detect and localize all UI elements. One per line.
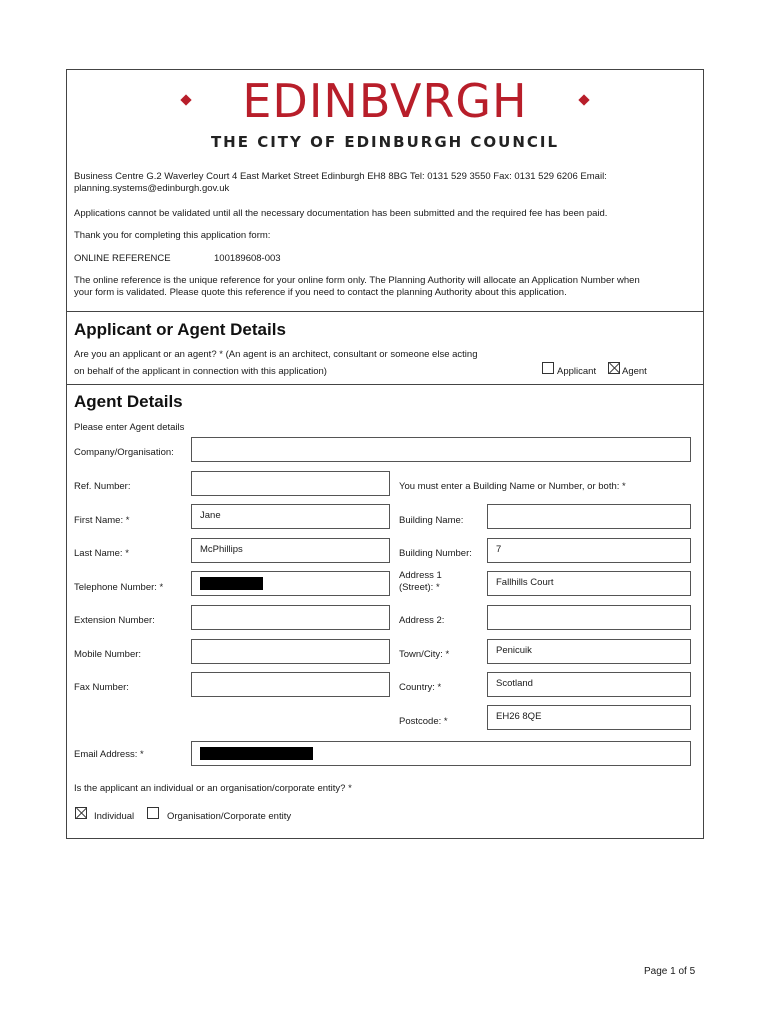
reference-note-line-1: The online reference is the unique reference for your online form only. The Planning Authority will allocate an Application Number when (74, 275, 640, 286)
individual-option-label: Individual (94, 811, 135, 822)
organisation-checkbox[interactable] (147, 807, 159, 819)
agent-section-title: Agent Details (74, 392, 183, 411)
agent-checkbox[interactable] (608, 362, 620, 374)
online-reference-label: ONLINE REFERENCE (74, 253, 171, 264)
last-name-input[interactable]: McPhillips (191, 538, 390, 563)
council-logo: EDINBVRGH (242, 74, 528, 128)
mobile-label: Mobile Number: (74, 649, 142, 660)
address-1-label-line-1: Address 1 (399, 570, 442, 581)
address-1-input[interactable]: Fallhills Court (487, 571, 691, 596)
thanks-text: Thank you for completing this application form: (74, 230, 271, 241)
ref-number-label: Ref. Number: (74, 481, 131, 492)
section-divider (66, 384, 704, 385)
address-2-input[interactable] (487, 605, 691, 630)
building-name-label: Building Name: (399, 515, 464, 526)
council-name: THE CITY OF EDINBURGH COUNCIL (210, 133, 560, 151)
applicant-question-line-2: on behalf of the applicant in connection with this application) (74, 366, 327, 377)
validation-note: Applications cannot be validated until all the necessary documentation has been submitted and the required fee has been paid. (74, 208, 608, 219)
town-label: Town/City: * (399, 649, 450, 660)
applicant-checkbox[interactable] (542, 362, 554, 374)
agent-option-label: Agent (622, 366, 647, 377)
first-name-label: First Name: * (74, 515, 130, 526)
ref-number-input[interactable] (191, 471, 390, 496)
company-label: Company/Organisation: (74, 447, 174, 458)
building-number-input[interactable]: 7 (487, 538, 691, 563)
extension-input[interactable] (191, 605, 390, 630)
mobile-input[interactable] (191, 639, 390, 664)
entity-question: Is the applicant an individual or an organisation/corporate entity? * (74, 783, 352, 794)
individual-checkbox[interactable] (75, 807, 87, 819)
address-line-1: Business Centre G.2 Waverley Court 4 East Market Street Edinburgh EH8 8BG Tel: 0131 529 3550 Fax: 0131 529 6206 Email: (74, 171, 607, 182)
address-1-label-line-2: (Street): * (399, 582, 440, 593)
country-label: Country: * (399, 682, 442, 693)
postcode-input[interactable]: EH26 8QE (487, 705, 691, 730)
postcode-label: Postcode: * (399, 716, 448, 727)
email-label: Email Address: * (74, 749, 144, 760)
organisation-option-label: Organisation/Corporate entity (167, 811, 292, 822)
town-input[interactable]: Penicuik (487, 639, 691, 664)
country-input[interactable]: Scotland (487, 672, 691, 697)
address-line-2: planning.systems@edinburgh.gov.uk (74, 183, 230, 194)
applicant-question-line-1: Are you an applicant or an agent? * (An agent is an architect, consultant or someone else acting (74, 349, 478, 360)
first-name-input[interactable]: Jane (191, 504, 390, 529)
building-number-label: Building Number: (399, 548, 472, 559)
section-divider (66, 311, 704, 312)
company-input[interactable] (191, 437, 691, 462)
online-reference-value: 100189608-003 (214, 253, 281, 264)
address-2-label: Address 2: (399, 615, 445, 626)
last-name-label: Last Name: * (74, 548, 129, 559)
building-hint: You must enter a Building Name or Number, or both: * (399, 481, 626, 492)
page-number: Page 1 of 5 (644, 966, 696, 977)
extension-label: Extension Number: (74, 615, 155, 626)
applicant-option-label: Applicant (557, 366, 597, 377)
fax-label: Fax Number: (74, 682, 129, 693)
reference-note-line-2: your form is validated. Please quote this reference if you need to contact the planning Authority about this application. (74, 287, 567, 298)
building-name-input[interactable] (487, 504, 691, 529)
telephone-label: Telephone Number: * (74, 582, 164, 593)
email-redaction (200, 747, 313, 760)
fax-input[interactable] (191, 672, 390, 697)
applicant-section-title: Applicant or Agent Details (74, 320, 286, 339)
agent-intro: Please enter Agent details (74, 422, 185, 433)
telephone-redaction (200, 577, 263, 590)
